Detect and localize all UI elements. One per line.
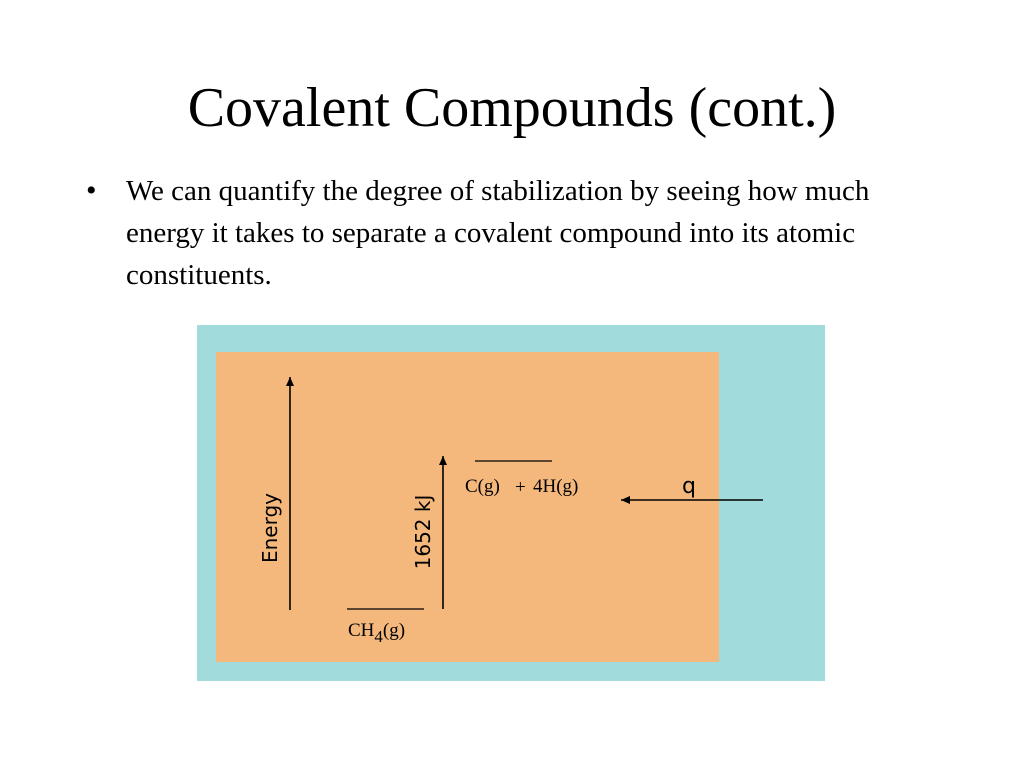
energy-axis-label: Energy <box>258 492 282 564</box>
energy-gap-label: 1652 kJ <box>411 494 435 570</box>
bullet-marker: • <box>86 174 97 207</box>
slide-title: Covalent Compounds (cont.) <box>187 77 837 139</box>
lower-level-label-end: (g) <box>382 620 406 641</box>
upper-level-label-left: C(g) <box>465 476 500 497</box>
lower-level-label-sub: 4 <box>374 627 383 646</box>
lower-level-label <box>348 620 405 646</box>
heat-label: q <box>682 474 696 499</box>
lower-level-label-main: CH <box>348 620 375 641</box>
upper-level-label-plus: + <box>515 477 526 498</box>
bullet-item <box>86 170 946 296</box>
diagram-drawing <box>197 325 825 681</box>
bullet-text: We can quantify the degree of stabilization by seeing how much energy it takes to separate a covalent compound into its atomic constituents. <box>126 175 870 291</box>
upper-level-label-right: 4H(g) <box>533 476 579 497</box>
energy-diagram <box>197 325 825 681</box>
